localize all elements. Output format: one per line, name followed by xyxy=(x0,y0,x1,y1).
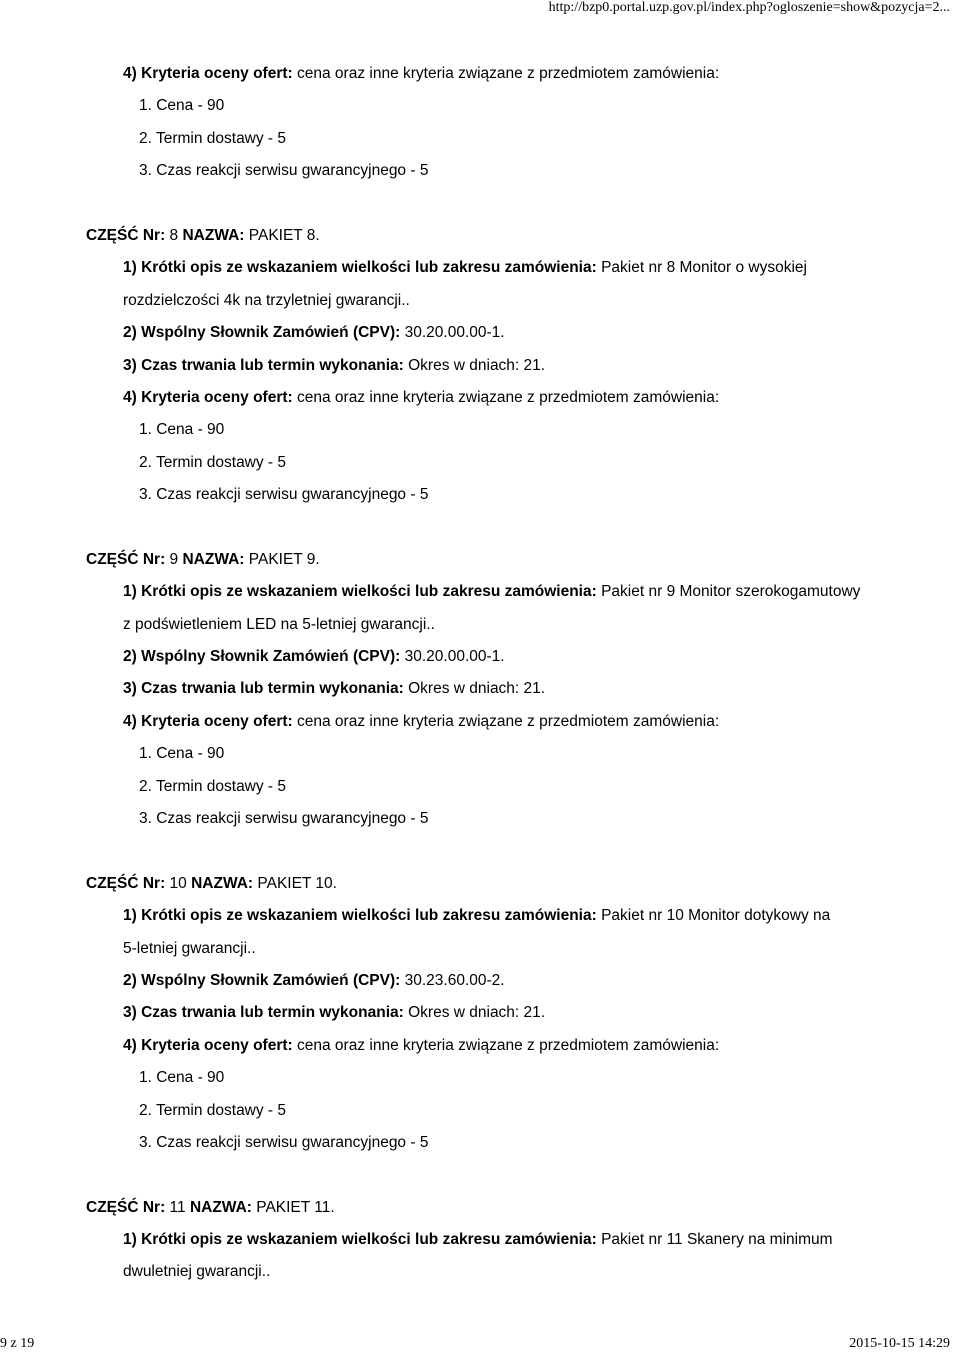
document-body xyxy=(0,58,960,1289)
criteria-item: 1. Cena - 90 xyxy=(139,1069,225,1087)
part-description: 1) Krótki opis ze wskazaniem wielkości lub zakresu zamówienia: Pakiet nr 10 Monitor dotykowy na xyxy=(123,907,831,925)
criteria-item: 3. Czas reakcji serwisu gwarancyjnego - 5 xyxy=(139,162,429,180)
criteria-item: 1. Cena - 90 xyxy=(139,421,225,439)
part-description: 1) Krótki opis ze wskazaniem wielkości lub zakresu zamówienia: Pakiet nr 8 Monitor o wysokiej xyxy=(123,259,807,277)
criteria-line: 4) Kryteria oceny ofert: cena oraz inne kryteria związane z przedmiotem zamówienia: xyxy=(123,712,720,730)
part-cpv: 2) Wspólny Słownik Zamówień (CPV): 30.20.00.00-1. xyxy=(123,648,505,666)
part-duration: 3) Czas trwania lub termin wykonania: Okres w dniach: 21. xyxy=(123,680,546,698)
page-url: http://bzp0.portal.uzp.gov.pl/index.php?ogloszenie=show&pozycja=2... xyxy=(548,0,950,15)
criteria-item: 3. Czas reakcji serwisu gwarancyjnego - 5 xyxy=(139,1133,429,1151)
part-description-cont: 5-letniej gwarancji.. xyxy=(123,939,256,957)
part-heading: CZĘŚĆ Nr: 10 NAZWA: PAKIET 10. xyxy=(86,874,337,892)
print-datetime: 2015-10-15 14:29 xyxy=(849,1336,950,1351)
criteria-item: 2. Termin dostawy - 5 xyxy=(139,1101,287,1119)
criteria-item: 1. Cena - 90 xyxy=(139,745,225,763)
criteria-line: 4) Kryteria oceny ofert: cena oraz inne kryteria związane z przedmiotem zamówienia: xyxy=(123,1036,720,1054)
criteria-item: 3. Czas reakcji serwisu gwarancyjnego - 5 xyxy=(139,809,429,827)
part-heading: CZĘŚĆ Nr: 11 NAZWA: PAKIET 11. xyxy=(86,1198,335,1216)
part-description-cont: dwuletniej gwarancji.. xyxy=(123,1263,271,1281)
part-heading: CZĘŚĆ Nr: 9 NAZWA: PAKIET 9. xyxy=(86,550,320,568)
part-duration: 3) Czas trwania lub termin wykonania: Okres w dniach: 21. xyxy=(123,356,546,374)
criteria-item: 2. Termin dostawy - 5 xyxy=(139,129,287,147)
part-duration: 3) Czas trwania lub termin wykonania: Okres w dniach: 21. xyxy=(123,1004,546,1022)
part-description: 1) Krótki opis ze wskazaniem wielkości lub zakresu zamówienia: Pakiet nr 11 Skanery na minimum xyxy=(123,1231,833,1249)
criteria-item: 2. Termin dostawy - 5 xyxy=(139,777,287,795)
criteria-item: 1. Cena - 90 xyxy=(139,97,225,115)
criteria-line: 4) Kryteria oceny ofert: cena oraz inne kryteria związane z przedmiotem zamówienia: xyxy=(123,65,720,82)
part-description-cont: z podświetleniem LED na 5-letniej gwarancji.. xyxy=(123,615,435,633)
criteria-line: 4) Kryteria oceny ofert: cena oraz inne kryteria związane z przedmiotem zamówienia: xyxy=(123,388,720,406)
criteria-item: 3. Czas reakcji serwisu gwarancyjnego - 5 xyxy=(139,486,429,504)
part-cpv: 2) Wspólny Słownik Zamówień (CPV): 30.20.00.00-1. xyxy=(123,324,505,342)
page-number: 9 z 19 xyxy=(0,1336,35,1351)
part-heading: CZĘŚĆ Nr: 8 NAZWA: PAKIET 8. xyxy=(86,226,320,244)
part-description: 1) Krótki opis ze wskazaniem wielkości lub zakresu zamówienia: Pakiet nr 9 Monitor szerokogamutowy xyxy=(123,583,861,601)
part-cpv: 2) Wspólny Słownik Zamówień (CPV): 30.23.60.00-2. xyxy=(123,971,505,989)
part-description-cont: rozdzielczości 4k na trzyletniej gwarancji.. xyxy=(123,291,410,309)
criteria-item: 2. Termin dostawy - 5 xyxy=(139,453,287,471)
